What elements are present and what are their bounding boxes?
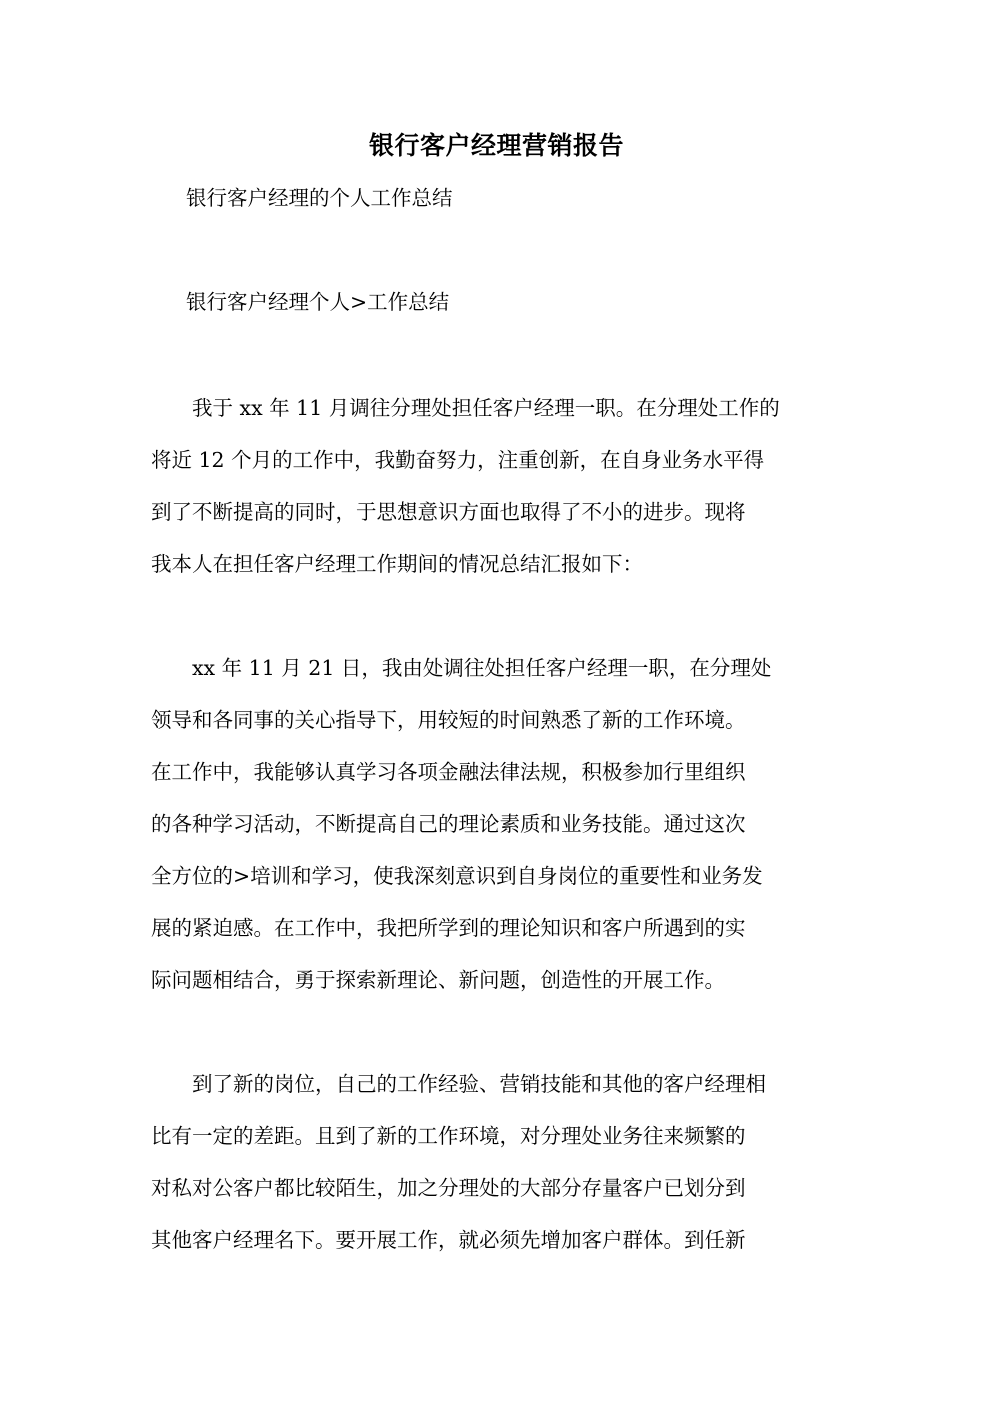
paragraph-line: 我本人在担任客户经理工作期间的情况总结汇报如下：: [151, 552, 643, 576]
paragraph-line: 领导和各同事的关心指导下，用较短的时间熟悉了新的工作环境。: [151, 708, 746, 732]
paragraph-line: 全方位的>培训和学习，使我深刻意识到自身岗位的重要性和业务发: [151, 864, 763, 888]
paragraph-line: 的各种学习活动，不断提高自己的理论素质和业务技能。通过这次: [151, 812, 746, 836]
paragraph-2: [151, 642, 841, 1006]
paragraph-3: [151, 1058, 841, 1266]
paragraph-1: [151, 382, 841, 590]
paragraph-line: 对私对公客户都比较陌生，加之分理处的大部分存量客户已划分到: [151, 1176, 746, 1200]
document-title: 银行客户经理营销报告: [368, 131, 624, 160]
paragraph-line: 在工作中，我能够认真学习各项金融法律法规，积极参加行里组织: [151, 760, 746, 784]
paragraph-line: 比有一定的差距。且到了新的工作环境，对分理处业务往来频繁的: [151, 1124, 746, 1148]
paragraph-line: 到了新的岗位，自己的工作经验、营销技能和其他的客户经理相: [151, 1072, 766, 1096]
paragraph-line: xx 年 11 月 21 日，我由处调往处担任客户经理一职，在分理处: [151, 656, 772, 680]
paragraph-line: 展的紧迫感。在工作中，我把所学到的理论知识和客户所遇到的实: [151, 916, 746, 940]
subheading-work-summary: 银行客户经理个人>工作总结: [186, 290, 450, 314]
paragraph-line: 际问题相结合，勇于探索新理论、新问题，创造性的开展工作。: [151, 968, 725, 992]
paragraph-line: 其他客户经理名下。要开展工作，就必须先增加客户群体。到任新: [151, 1228, 746, 1252]
paragraph-line: 将近 12 个月的工作中，我勤奋努力，注重创新，在自身业务水平得: [151, 448, 765, 472]
paragraph-line: 到了不断提高的同时，于思想意识方面也取得了不小的进步。现将: [151, 500, 746, 524]
paragraph-line: 我于 xx 年 11 月调往分理处担任客户经理一职。在分理处工作的: [151, 396, 780, 420]
subheading-personal-summary: 银行客户经理的个人工作总结: [186, 186, 453, 210]
